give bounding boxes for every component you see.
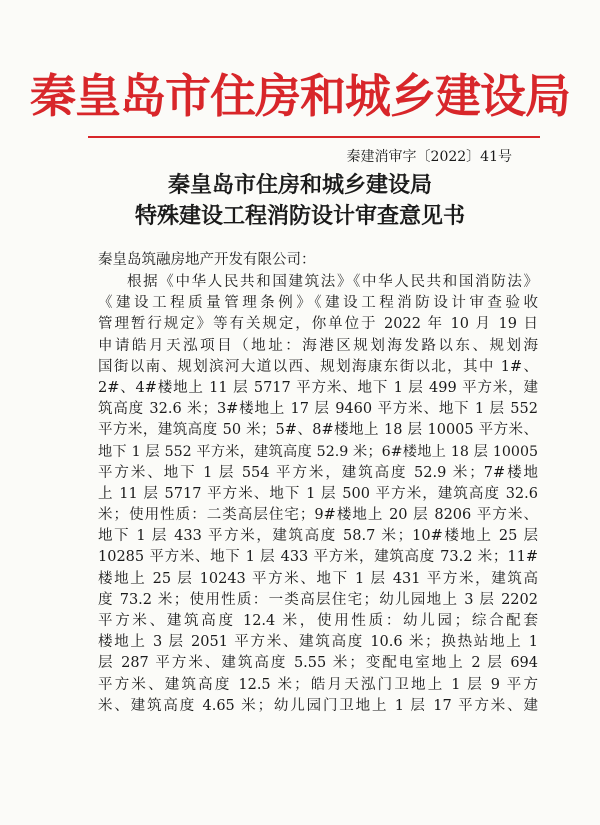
letterhead-divider [88,136,540,138]
document-number: 秦建消审字〔2022〕41号 [346,149,512,165]
body-line: 2#、4#楼地上 11 层 5717 平方米、地下 1 层 499 平方米，建 [98,379,538,396]
body-line: 度 73.2 米；使用性质：一类高层住宅；幼儿园地上 3 层 2202 [98,591,538,608]
document-body [98,272,538,717]
body-line: 楼地上 25 层 10243 平方米、地下 1 层 431 平方米，建筑高 [98,570,538,587]
body-line: 平方米、建筑高度 12.4 米，使用性质：幼儿园；综合配套 [98,613,538,629]
body-line: 楼地上 3 层 2051 平方米、建筑高度 10.6 米；换热站地上 1 [98,634,538,651]
body-line: 层 287 平方米、建筑高度 5.55 米；变配电室地上 2 层 694 [98,655,538,672]
body-line: 国街以南、规划滨河大道以西、规划海康东街以北，其中 1#、 [98,358,538,375]
body-line: 地下 1 层 433 平方米，建筑高度 58.7 米；10#楼地上 25 层 [98,528,538,545]
body-line: 《建设工程质量管理条例》《建设工程消防设计审查验收 [98,295,538,312]
addressee: 秦皇岛筑融房地产开发有限公司： [98,252,316,268]
body-line: 筑高度 32.6 米；3#楼地上 17 层 9460 平方米、地下 1 层 552 [98,401,538,418]
body-line: 米；使用性质：二类高层住宅；9#楼地上 20 层 8206 平方米、 [98,507,538,524]
body-line: 平方米、建筑高度 12.5 米；皓月天泓门卫地上 1 层 9 平方 [98,676,538,693]
document-title-line-2: 特殊建设工程消防设计审查意见书 [134,203,465,229]
body-line: 根据《中华人民共和国建筑法》《中华人民共和国消防法》 [127,274,538,290]
body-line: 上 11 层 5717 平方米、地下 1 层 500 平方米，建筑高度 32.6 [98,485,538,502]
agency-letterhead: 秦皇岛市住房和城乡建设局 [30,69,570,123]
body-line: 米、建筑高度 4.65 米；幼儿园门卫地上 1 层 17 平方米、建 [98,697,538,714]
body-line: 平方米，建筑高度 50 米；5#、8#楼地上 18 层 10005 平方米、 [98,422,538,439]
body-line: 10285 平方米、地下 1 层 433 平方米，建筑高度 73.2 米；11# [98,549,538,566]
body-line: 地下 1 层 552 平方米，建筑高度 52.9 米；6#楼地上 18 层 10005 [98,443,538,460]
body-line: 平方米、地下 1 层 554 平方米，建筑高度 52.9 米；7#楼地 [98,464,538,481]
body-line: 申请皓月天泓项目（地址：海港区规划海发路以东、规划海 [98,337,538,354]
document-title-line-1: 秦皇岛市住房和城乡建设局 [167,172,432,198]
body-line: 管理暂行规定》等有关规定，你单位于 2022 年 10 月 19 日 [98,316,538,333]
